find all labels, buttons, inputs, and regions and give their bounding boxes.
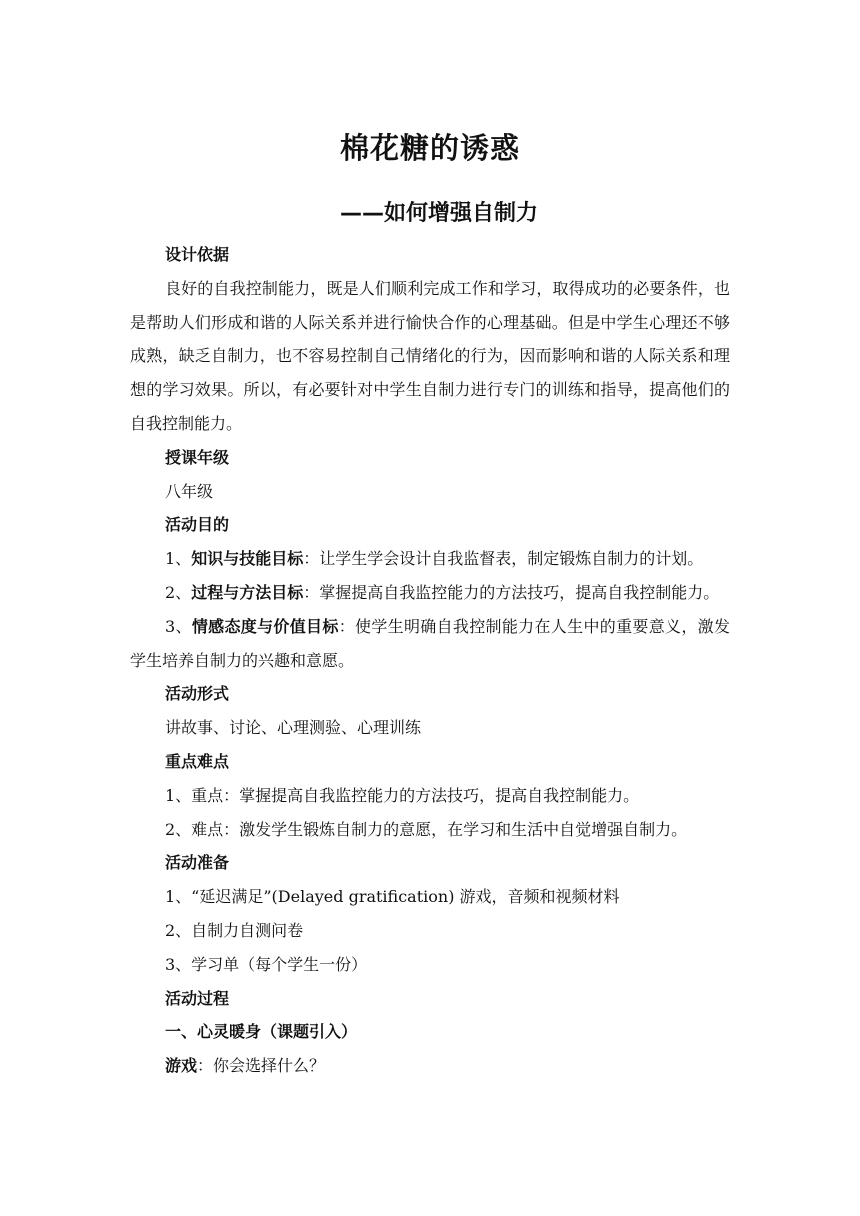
basis-heading: 设计依据 xyxy=(165,245,230,264)
goal-label: 情感态度与价值目标 xyxy=(191,616,339,636)
goal-text: ：让学生学会设计自我监督表，制定锻炼自制力的计划。 xyxy=(303,549,704,569)
goal-number: 1、 xyxy=(165,549,192,569)
goal-item xyxy=(130,542,730,576)
goal-label: 过程与方法目标 xyxy=(191,582,304,602)
grade-value: 八年级 xyxy=(165,481,214,501)
goal-label: 知识与技能目标 xyxy=(191,549,304,569)
goal-text: ：掌握提高自我监控能力的方法技巧，提高自我控制能力。 xyxy=(303,582,720,602)
goals-heading: 活动目的 xyxy=(165,515,230,535)
basis-paragraph: 良好的自我控制能力，既是人们顺利完成工作和学习，取得成功的必要条件，也是帮助人们形成和谐的人际关系并进行愉快合作的心理基础。但是中学生心理还不够成熟，缺乏自制力，也不容易控制自己情绪化的行为，因而影响和谐的人际关系和理想的学习效果。所以，有必要针对中学生自制力进行专门的训练和指导，提高他们的自我控制能力。 xyxy=(130,278,730,433)
goal-item xyxy=(130,576,730,610)
preparation-heading: 活动准备 xyxy=(165,853,230,873)
key-point-item: 2、难点：激发学生锻炼自制力的意愿，在学习和生活中自觉增强自制力。 xyxy=(165,819,688,839)
grade-heading: 授课年级 xyxy=(165,447,230,467)
preparation-item: 1、“延迟满足”(Delayed gratification) 游戏，音频和视频材料 xyxy=(165,887,620,907)
goal-number: 2、 xyxy=(165,582,192,602)
key-points-heading: 重点难点 xyxy=(165,751,230,771)
key-point-item: 1、重点：掌握提高自我监控能力的方法技巧，提高自我控制能力。 xyxy=(165,785,640,805)
process-heading: 活动过程 xyxy=(165,988,230,1008)
document-body xyxy=(130,238,730,1083)
form-heading: 活动形式 xyxy=(165,684,230,704)
process-section-heading: 一、心灵暖身（课题引入） xyxy=(165,1022,358,1042)
game-text: ：你会选择什么？ xyxy=(197,1056,326,1076)
game-line xyxy=(130,1049,730,1083)
preparation-item: 3、学习单（每个学生一份） xyxy=(165,954,368,974)
goal-number: 3、 xyxy=(165,616,192,636)
preparation-item: 2、自制力自测问卷 xyxy=(165,920,304,940)
goal-text: ：使学生明确自我控制能力在人生中的重要意义，激发学生培养自制力的兴趣和意愿。 xyxy=(130,616,730,670)
form-value: 讲故事、讨论、心理测验、心理训练 xyxy=(165,718,422,738)
document-subtitle: ——如何增强自制力 xyxy=(340,201,539,226)
goal-item xyxy=(130,610,730,678)
document-title: 棉花糖的诱惑 xyxy=(339,131,520,165)
game-label: 游戏 xyxy=(165,1056,198,1076)
